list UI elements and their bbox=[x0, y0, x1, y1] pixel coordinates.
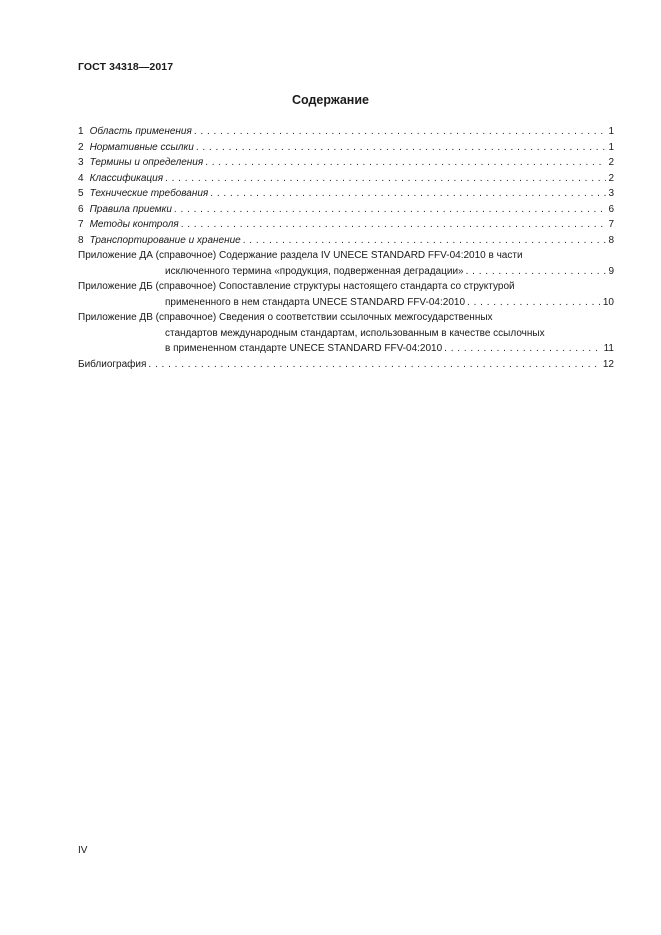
toc-leader-dots bbox=[466, 264, 607, 280]
toc-appendix-continuation: стандартов международным стандартам, использованным в качестве ссылочных bbox=[165, 327, 545, 339]
page-number-footer: IV bbox=[78, 845, 88, 856]
toc-appendix-entry[interactable] bbox=[78, 248, 614, 279]
toc-appendix-last-text: примененного в нем стандарта UNECE STANDARD FFV-04:2010 bbox=[165, 296, 466, 308]
toc-leader-dots bbox=[196, 140, 607, 156]
toc-entry-page: 2 bbox=[608, 157, 614, 168]
toc-entry-bibliography[interactable] bbox=[78, 357, 614, 373]
toc-entry-label: Библиография bbox=[78, 358, 147, 370]
table-of-contents bbox=[78, 124, 614, 372]
toc-entry-page: 3 bbox=[608, 188, 614, 199]
toc-entry-number: 8 bbox=[78, 234, 84, 246]
toc-entry-page: 9 bbox=[608, 265, 614, 277]
toc-entry-page: 11 bbox=[603, 343, 614, 354]
toc-entry-8[interactable] bbox=[78, 233, 614, 249]
toc-appendix-last-line bbox=[78, 341, 614, 357]
toc-appendices bbox=[78, 248, 614, 357]
toc-leader-dots bbox=[181, 217, 607, 233]
toc-entry-label: Классификация bbox=[89, 172, 164, 184]
toc-entry-label: Технические требования bbox=[89, 188, 209, 199]
toc-leader-dots bbox=[194, 124, 607, 140]
toc-entry-number: 6 bbox=[78, 203, 84, 215]
toc-appendix-last-text: в примененном стандарте UNECE STANDARD FFV-04:2010 bbox=[165, 343, 443, 354]
page-title: Содержание bbox=[291, 93, 369, 107]
toc-appendix-title: Приложение ДА (справочное) Содержание раздела IV UNECE STANDARD FFV-04:2010 в части bbox=[78, 250, 523, 261]
toc-entry-7[interactable] bbox=[78, 217, 614, 233]
toc-sections bbox=[78, 124, 614, 248]
toc-entry-3[interactable] bbox=[78, 155, 614, 171]
toc-entry-page: 7 bbox=[608, 219, 614, 230]
toc-leader-dots bbox=[210, 186, 606, 202]
toc-entry-2[interactable] bbox=[78, 140, 614, 156]
toc-entry-label: Область применения bbox=[89, 126, 192, 137]
toc-leader-dots bbox=[243, 233, 607, 249]
toc-entry-label: Термины и определения bbox=[89, 157, 204, 168]
toc-leader-dots bbox=[174, 202, 607, 218]
toc-entry-4[interactable] bbox=[78, 171, 614, 187]
toc-entry-number: 2 bbox=[78, 141, 84, 153]
toc-appendix-entry[interactable] bbox=[78, 279, 614, 310]
toc-entry-page: 1 bbox=[608, 141, 614, 153]
toc-leader-dots bbox=[165, 171, 606, 187]
toc-entry-number: 7 bbox=[78, 219, 84, 230]
document-code: ГОСТ 34318—2017 bbox=[78, 61, 174, 73]
toc-entry-label: Правила приемки bbox=[89, 203, 172, 215]
toc-entry-number: 4 bbox=[78, 172, 84, 184]
toc-leader-dots bbox=[148, 357, 600, 373]
toc-entry-1[interactable] bbox=[78, 124, 614, 140]
toc-entry-number: 3 bbox=[78, 157, 84, 168]
toc-appendix-title: Приложение ДБ (справочное) Сопоставление структуры настоящего стандарта со структурой bbox=[78, 281, 515, 292]
toc-entry-label: Транспортирование и хранение bbox=[89, 234, 241, 246]
toc-entry-number: 5 bbox=[78, 188, 84, 199]
toc-appendix-title: Приложение ДВ (справочное) Сведения о соответствии ссылочных межгосударственных bbox=[78, 312, 493, 323]
toc-appendix-last-line bbox=[78, 295, 614, 311]
toc-appendix-last-line bbox=[78, 264, 614, 280]
toc-entry-page: 6 bbox=[608, 203, 614, 215]
toc-appendix-entry[interactable] bbox=[78, 310, 614, 357]
toc-leader-dots bbox=[205, 155, 606, 171]
toc-appendix-last-text: исключенного термина «продукция, подверженная деградации» bbox=[165, 265, 464, 277]
toc-entry-page: 12 bbox=[602, 358, 614, 370]
toc-entry-5[interactable] bbox=[78, 186, 614, 202]
toc-leader-dots bbox=[444, 341, 601, 357]
toc-leader-dots bbox=[467, 295, 601, 311]
toc-entry-page: 2 bbox=[608, 172, 614, 184]
toc-entry-page: 1 bbox=[608, 126, 614, 137]
toc-entry-6[interactable] bbox=[78, 202, 614, 218]
toc-entry-page: 8 bbox=[608, 234, 614, 246]
toc-entry-number: 1 bbox=[78, 126, 84, 137]
toc-entry-page: 10 bbox=[602, 296, 614, 308]
toc-entry-label: Нормативные ссылки bbox=[89, 141, 194, 153]
toc-entry-label: Методы контроля bbox=[89, 219, 179, 230]
